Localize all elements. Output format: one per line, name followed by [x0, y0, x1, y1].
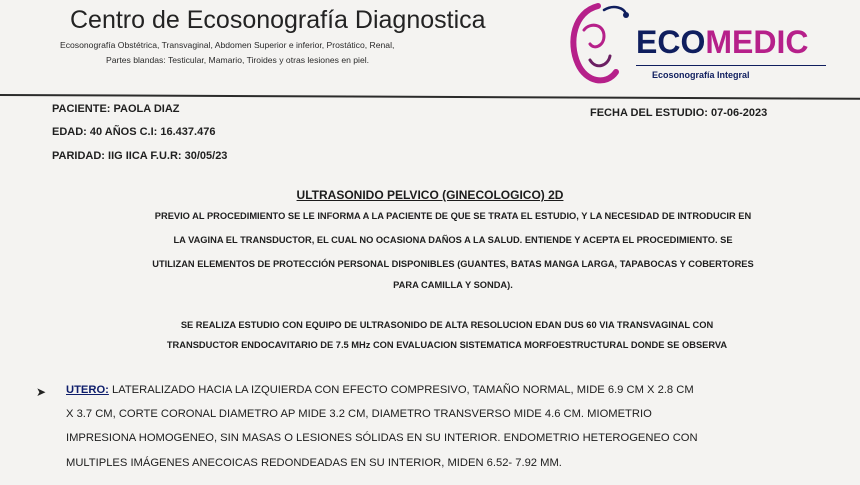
- finding-line-4: MULTIPLES IMÁGENES ANECOICAS REDONDEADAS EN SU INTERIOR, MIDEN 6.52- 7.92 MM.: [66, 457, 562, 469]
- patient-name: PACIENTE: PAOLA DIAZ: [52, 103, 180, 115]
- utero-label: UTERO:: [66, 384, 109, 396]
- logo-text-eco: ECO: [636, 24, 706, 60]
- finding-line-2: X 3.7 CM, CORTE CORONAL DIAMETRO AP MIDE 3.2 CM, DIAMETRO TRANSVERSO MIDE 4.6 CM. MIOMETRIO: [66, 408, 652, 420]
- logo-tagline: Ecosonografía Integral: [652, 70, 750, 80]
- finding-line-3: IMPRESIONA HOMOGENEO, SIN MASAS O LESIONES SÓLIDAS EN SU INTERIOR. ENDOMETRIO HETEROGENEO CON: [66, 432, 698, 444]
- equipment-line-1: SE REALIZA ESTUDIO CON EQUIPO DE ULTRASONIDO DE ALTA RESOLUCION EDAN DUS 60 VIA TRANSVAGINAL CON: [180, 320, 714, 330]
- clinic-services-line-1: Ecosonografía Obstétrica, Transvaginal, Abdomen Superior e inferior, Prostático, Renal,: [60, 40, 395, 50]
- study-title-text: ULTRASONIDO PELVICO (GINECOLOGICO) 2D: [296, 188, 564, 202]
- equipment-line-2: TRANSDUCTOR ENDOCAVITARIO DE 7.5 MHz CON EVALUACION SISTEMATICA MORFOESTRUCTURAL DONDE SE OBSERVA: [166, 340, 728, 350]
- header-divider: [0, 94, 860, 99]
- consent-line-4: PARA CAMILLA Y SONDA).: [393, 280, 513, 290]
- patient-age-id: EDAD: 40 AÑOS C.I: 16.437.476: [52, 126, 216, 138]
- logo-text-medic: MEDIC: [705, 24, 809, 60]
- ecomedic-logo-icon: [560, 0, 630, 96]
- clinic-name: Centro de Ecosonografía Diagnostica: [70, 6, 486, 34]
- consent-line-3: UTILIZAN ELEMENTOS DE PROTECCIÓN PERSONAL DISPONIBLES (GUANTES, BATAS MANGA LARGA, TAPABOCAS Y COBERTORES: [152, 259, 754, 269]
- consent-line-2: LA VAGINA EL TRANSDUCTOR, EL CUAL NO OCASIONA DAÑOS A LA SALUD. ENTIENDE Y ACEPTA EL PROCEDIMIENTO. SE: [173, 235, 733, 245]
- study-date: FECHA DEL ESTUDIO: 07-06-2023: [590, 107, 768, 119]
- ecomedic-logo-text: [636, 24, 808, 61]
- arrow-bullet-icon: ➤: [36, 385, 47, 399]
- finding-first-line: LATERALIZADO HACIA LA IZQUIERDA CON EFECTO COMPRESIVO, TAMAÑO NORMAL, MIDE 6.9 CM X 2.8 CM: [108, 384, 694, 396]
- patient-parity: PARIDAD: IIG IICA F.U.R: 30/05/23: [52, 150, 228, 162]
- logo-underline: [636, 65, 826, 66]
- clinic-services-line-2: Partes blandas: Testicular, Mamario, Tiroides y otras lesiones en piel.: [106, 55, 370, 65]
- consent-line-1: PREVIO AL PROCEDIMIENTO SE LE INFORMA A LA PACIENTE DE QUE SE TRATA EL ESTUDIO, Y LA NECESIDAD DE INTRODUCIR EN: [154, 211, 752, 221]
- study-title: [0, 188, 860, 202]
- finding-line-1: [66, 384, 694, 396]
